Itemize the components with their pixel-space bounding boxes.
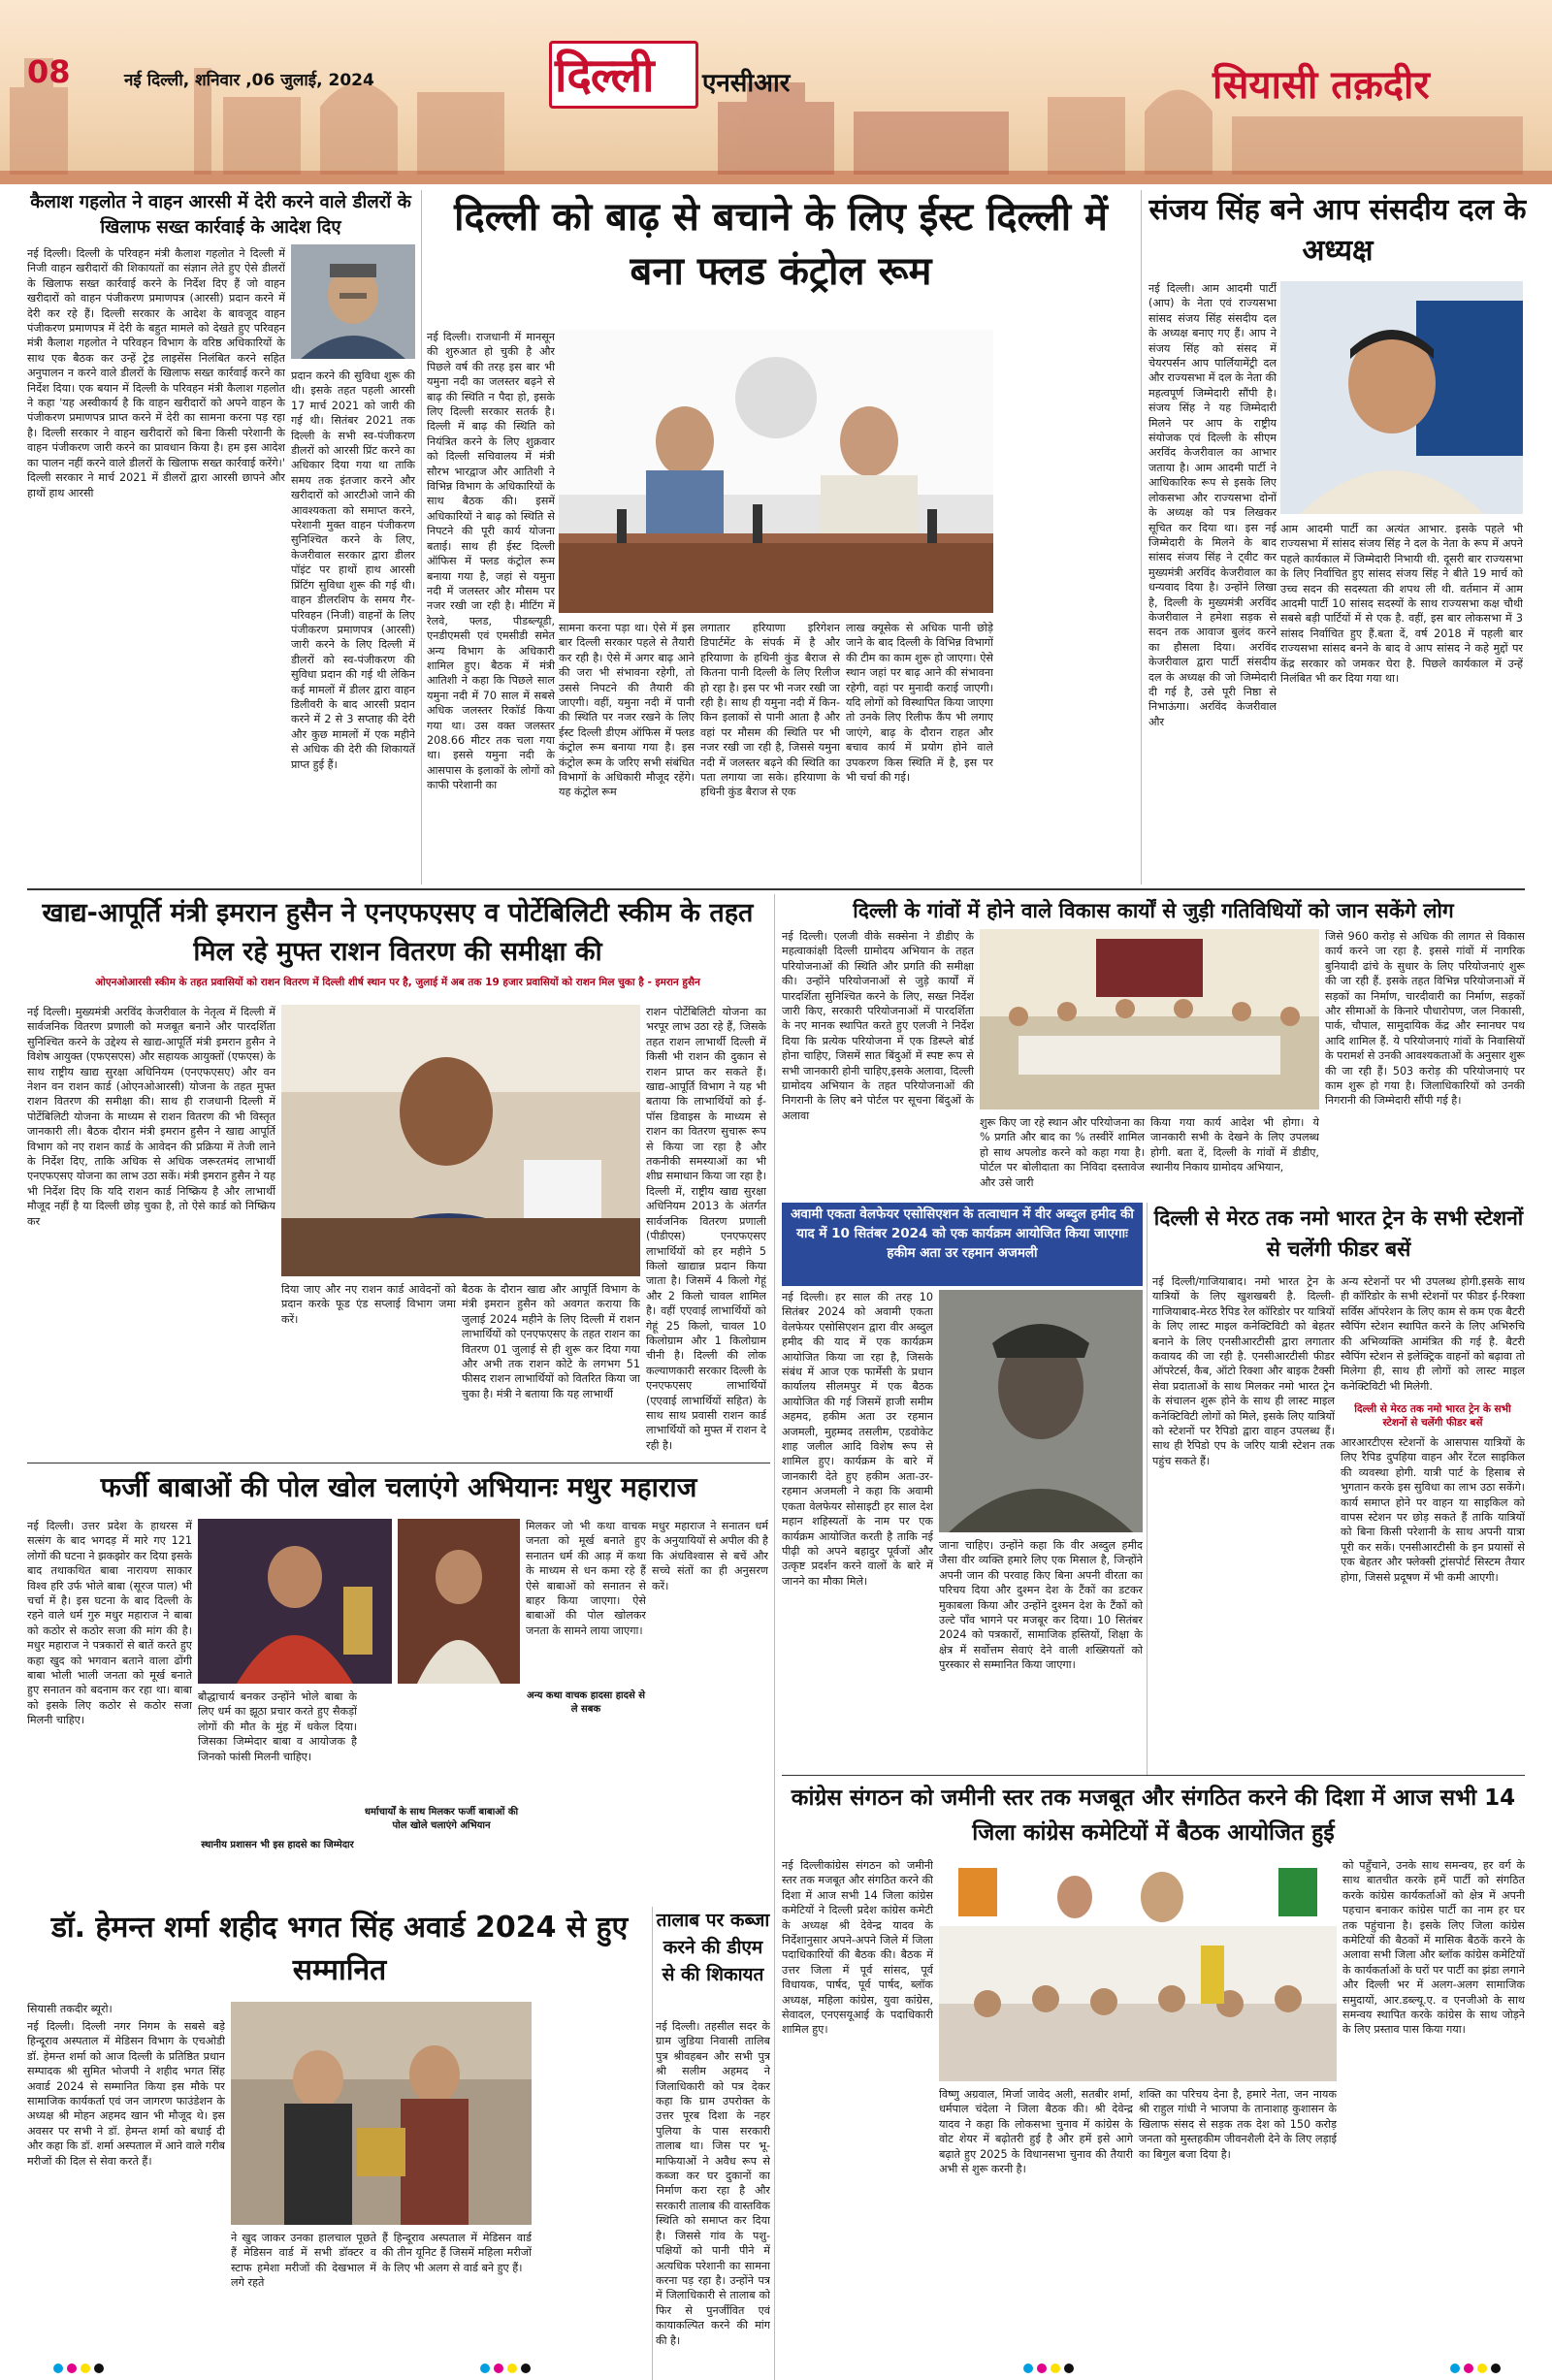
- photo-flood-meeting: [559, 330, 993, 613]
- page-number: 08: [27, 53, 71, 90]
- s5-caption-2: स्थानीय प्रशासन भी इस हादसे का जिम्मेदार: [201, 1840, 354, 1850]
- s10-text-col2b: आरआरटीएस स्टेशनों के आसपास यात्रियों के लिए रैपिड दुपहिया वाहन और रेंटल साइकिल की व्यवस्था होगी. यात्री पार्ट के हिसाब से भुगतान करके इस सुविधा का लाभ उठा सकेंगे। कार्य समाप्त होने पर वाहन या साइकिल को वापस स्टेशन पर छोड़ सकते हैं ताकि यात्रियों को बिना किसी परेशानी के साथ अपनी यात्रा पूरी कर सकें। एनसीआरटीसी के इन प्रयासों से एक बेहतर और फ्लेक्सी ट्रांसपोर्ट सिस्टम तैयार होगा, जिससे प्रदूषण में भी कमी आएगी।: [1341, 1436, 1525, 1584]
- photo-minister: [291, 244, 415, 359]
- s7-text: नई दिल्ली। तहसील सदर के ग्राम जुडिया निवासी तालिब पुत्र श्रीवहबन और सभी पुत्र श्री सलीम अहमद ने जिलाधिकारी को पत्र देकर कहा कि ग्राम उपरोक्त के उत्तर पूरब दिशा के नहर पुलिया के पास सरकारी तालाब था। जिस पर भू-माफियाओं ने अवैध रूप से कब्जा कर घर दुकानों का निर्माण करा रहा है और सरकारी तालाब की वास्तविक स्थिति को समाप्त कर दिया है। जिससे गांव के पशु-पक्षियों को पानी पीने में अत्यधिक परेशानी का सामना करना पड़ रहा है। उन्होंने पत्र में जिलाधिकारी से तालाब को फिर से पुनर्जीवित एवं कायाकल्पित करने की मांग की है।: [656, 2020, 770, 2347]
- headline-s1: कैलाश गहलोत ने वाहन आरसी में देरी करने वाले डीलरों के खिलाफ सख्त कार्रवाई के आदेश दिए: [30, 192, 411, 238]
- s6-text-col1: नई दिल्ली। दिल्ली नगर निगम के सबसे बड़े हिन्दूराव अस्पताल में मेडिसन विभाग के एचओडी डॉ. हेमन्त शर्मा को आज दिल्ली के प्रतिष्ठित प्रधान सम्पादक श्री सुमित भोजपी ने शहीद भगत सिंह अवार्ड 2024 से सम्मानित किया इस मौके पर सामाजिक कार्यकर्ता एवं जन जागरण फाउंडेशन के अध्यक्ष श्री मोहन अहमद खान भी मौजूद थे। इस अवसर पर सभी ने डॉ. हेमन्त शर्मा को बधाई दी और कहा कि डॉ. शर्मा अस्पताल में आने वाले गरीब मरीजों की दिल से सेवा करते हैं।: [27, 2020, 225, 2168]
- headline-s3: संजय सिंह बने आप संसदीय दल के अध्यक्ष: [1148, 193, 1527, 268]
- s11-text-col1: नई दिल्लीकांग्रेस संगठन को जमीनी स्तर तक मजबूत और संगठित करने की दिशा में आज सभी 14 जिला कांग्रेस कमेटियों ने दिल्ली प्रदेश कांग्रेस कमेटी के अध्यक्ष श्री देवेन्द्र यादव के निर्देशानुसार अपने-अपने जिले में जिला पदाधिकारियों की बैठक की। बैठक में उत्तर जिला में पूर्व सांसद, पूर्व विधायक, पार्षद, पूर्व पार्षद, ब्लॉक अध्यक्ष, महिला कांग्रेस, युवा कांग्रेस, सेवादल, एनएसयूआई के पदाधिकारी शामिल हुए।: [782, 1859, 933, 2037]
- s3-text-col2: आम आदमी पार्टी का अत्यंत आभार. इसके पहले भी राज्यसभा में सांसद संजय सिंह ने दल के नेता के रूप में अपने पहले कार्यकाल में जिम्मेदारी निभायी थी. दूसरी बार राज्यसभा के लिए निर्वाचित हुए सांसद संजय सिंह ने बीते 19 मार्च को उच्च सदन की सदस्यता की शपथ ली थी. वर्तमान में आम आदमी पार्टी 10 सांसद सदस्यों के साथ राज्यसभा कक्ष चौथी सबसे बड़ी पार्टियों में से एक है. वहीं, इस बार लोकसभा में 3 सांसद निर्वाचित हुए हैं.बता दें, वर्ष 2018 में पहली बार राज्यसभा सांसद बनने के बाद वे आप सांसद ने कहे मुद्दों पर केंद्र सरकार को जमकर घेरा है. पिछले कार्यकाल में उन्हें निलंबित भी कर दिया गया था।: [1280, 523, 1523, 686]
- s2-text-col2: सामना करना पड़ा था। ऐसे में इस बार दिल्ली सरकार पहले से तैयारी कर रही है। ऐसे में अगर बाढ़ आने की जरा भी संभावना रहेगी, तो उससे निपटने की तैयारी की जाएगी। वहीं, यमुना नदी में पानी की स्थिति पर नजर रखने के लिए ईस्ट दिल्ली डीएम ऑफिस में फ्लड कंट्रोल रूम बनाया गया है। इस कंट्रोल रूम के जरिए सभी संबंधित विभागों के अधिकारी मौजूद रहेंगे। यह कंट्रोल रूम: [559, 622, 695, 799]
- s10-subheading: दिल्ली से मेरठ तक नमो भारत ट्रेन के सभी स्टेशनों से चलेंगी फीडर बसें: [1354, 1403, 1511, 1429]
- s2-text-col3: लगातार हरियाणा इरिगेशन डिपार्टमेंट के संपर्क में है और हरियाणा के हथिनी कुंड बैराज से कितना पानी दिल्ली के लिए रिलीज हो रहा है। इस पर भी नजर रखी जा रही है। साथ ही यमुना नदी में किन-किन इलाकों से पानी आता है और वहां पर मौसम की स्थिति पर भी नजर रखी जा रही है, जिससे यमुना नदी में जलस्तर बढ़ने की स्थिति का पता लगाया जा सके। हरियाणा के हथिनी कुंड बैराज से एक: [700, 622, 840, 799]
- s2-text-col1: नई दिल्ली। राजधानी में मानसून की शुरुआत हो चुकी है और पिछले वर्ष की तरह इस बार भी यमुना नदी का जलस्तर बढ़ने से बाढ़ की स्थिति न पैदा हो, इसके लिए दिल्ली सरकार सतर्क है। दिल्ली में बाढ़ की स्थिति को नियंत्रित करने के लिए शुक्रवार को दिल्ली सचिवालय में मंत्री सौरभ भारद्वाज और आतिशी ने विभिन्न विभाग के अधिकारियों के साथ बैठक की। इसमें अधिकारियों ने बाढ़ को स्थिति से निपटने की पूरी कार्य योजना बताई। साथ ही ईस्ट दिल्ली ऑफिस में फ्लड कंट्रोल रूम बनाया गया है, जहां से यमुना नदी में जलस्तर और मौसम पर नजर रखी जा रही है। मीटिंग में रेलवे, फ्लड, पीडब्ल्यूडी, एनडीएमसी एवं एमसीडी समेत अन्य विभाग के अधिकारी शामिल हुए। बैठक में मंत्री आतिशी ने कहा कि पिछले साल यमुना नदी में 70 साल में सबसे अधिक जलस्तर रिकॉर्ड किया गया था। उस वक्त जलस्तर 208.66 मीटर तक चला गया था। इससे यमुना नदी के आसपास के इलाकों के लोगों को काफी परेशानी का: [427, 331, 555, 792]
- headline-s7: तालाब पर कब्जा करने की डीएम से की शिकायत: [656, 1910, 770, 1985]
- s4-text-col3: बैठक के दौरान खाद्य और आपूर्ति विभाग के मंत्री इमरान हुसैन को अवगत कराया कि जुलाई 2024 महीने के लिए दिल्ली में राशन लाभार्थियों को एनएफएसए के तहत राशन का वितरण 01 जुलाई से ही शुरू कर दिया गया और अभी तक राशन कोटे के लगभग 51 फीसद राशन लाभार्थियों को वितरित किया जा चुका है। मंत्री ने बताया कि यह लाभार्थी: [462, 1283, 640, 1400]
- s11-text-col4: को पहुँचाने, उनके साथ समन्वय, हर वर्ग के साथ बातचीत करके हमें पार्टी को संगठित करके कांग्रेस कार्यकर्ताओं को क्षेत्र में अपनी पहचान बनाकर कांग्रेस पार्टी का नाम हर घर तक पहुंचाना है। इसके लिए जिला कांग्रेस कमेटियों की बैठकों में मासिक बैठकें करने के अलावा सभी जिला और ब्लॉक कांग्रेस कमेटियों के कार्यकर्ताओं के घरों पर पार्टी का झंडा लगाने और दिल्ली भर में अलग-अलग सामाजिक समुदायों, आर.डब्ल्यू.ए. व एनजीओ के साथ समन्वय स्थापित करके कांग्रेस के साथ जोड़ने के लिए प्रस्ताव पास किया गया।: [1342, 1859, 1525, 2037]
- masthead-logo-sub: एनसीआर: [702, 69, 791, 98]
- headline-s8: दिल्ली के गांवों में होने वाले विकास कार्यों से जुड़ी गतिविधियों को जान सकेंगे लोग: [853, 899, 1454, 922]
- section-name: सियासी तक़दीर: [1212, 63, 1430, 108]
- s5-text-col3: मिलकर जो भी कथा वाचक जनता को मूर्ख बनाते हुए सनातन धर्म की आड़ में कथा के माध्यम से धन कमा रहे हैं ऐसे बाबाओं को सनातन से बाहर किया जाएगा। ऐसे बाबाओं की पोल खोलकर जनता के सामने लाया जाएगा।: [526, 1520, 646, 1637]
- headline-s2: दिल्ली को बाढ़ से बचाने के लिए ईस्ट दिल्ली में बना फ्लड कंट्रोल रूम: [454, 195, 1108, 294]
- photo-sanjay-singh: [1280, 281, 1523, 514]
- s11-text-col3: शक्ति का परिचय देना है, हमारे नेता, जन नायक श्री राहुल गांधी ने भाजपा के तानाशाह कुशासन के खिलाफ संसद से सड़क तक देश को 150 करोड़ जनता को मुस्तहकीम जीवनशैली देने के लिए लड़ाई का बिगुल बजा दिया है।: [1139, 2088, 1337, 2161]
- photo-imran-hussain: [281, 1005, 640, 1276]
- s5-text-col2: बौद्धाचार्य बनकर उन्होंने भोले बाबा के लिए धर्म का झूठा प्रचार करते हुए सैकड़ों लोगों की मौत के मुंह में धकेल दिया। जिसका जिम्मेदार बाबा व आयोजक है जिनको फांसी मिलनी चाहिए।: [198, 1690, 357, 1763]
- photo-award-ceremony: [231, 2002, 532, 2225]
- s5-caption-3: अन्य कथा वाचक हादसा हादसे से ले सबक: [527, 1690, 645, 1715]
- photo-madhur-maharaj: [198, 1519, 392, 1684]
- photo-congress-meeting: [939, 1858, 1337, 2081]
- s4-text-col1: नई दिल्ली। मुख्यमंत्री अरविंद केजरीवाल के नेतृत्व में दिल्ली में सार्वजनिक वितरण प्रणाली को मजबूत बनाने और पारदर्शिता सुनिश्चित करने के उद्देश्य से खाद्य-आपूर्ति मंत्री इमरान हुसैन ने विशेष आयुक्त (एफएसएस) और सहायक आयुक्तों (एफएस) के साथ राष्ट्रीय खाद्य सुरक्षा अधिनियम (एनएफएसए) और वन नेशन वन राशन कार्ड (ओएनओआरसी) योजना के तहत मुफ्त राशन वितरण की समीक्षा की। साथ ही राजधानी दिल्ली में पोर्टेबिलिटी योजना के माध्यम से राशन वितरण की भी विस्तृत जानकारी ली। बैठक दौरान मंत्री इमरान हुसैन ने खाद्य आपूर्ति विभाग को नए राशन कार्ड के आवेदन की प्रक्रिया में तेजी लाने के निर्देश दिए, ताकि अधिक से अधिक जरूरतमंद लाभार्थी एनएफएसए योजना का लाभ उठा सकें। मंत्री इमरान हुसैन ने यह भी निर्देश दिए कि यदि राशन कार्ड निष्क्रिय है और लाभार्थी मौजूद नहीं है या दिल्ली छोड़ चुका है, तो ऐसे कार्ड को निष्क्रिय कर: [27, 1006, 275, 1228]
- masthead: [0, 0, 1552, 184]
- s1-text-col1: नई दिल्ली। दिल्ली के परिवहन मंत्री कैलाश गहलोत ने दिल्ली में निजी वाहन खरीदारों की शिकायतों का संज्ञान लेते हुए ऐसे डीलरों के खिलाफ सख्त कार्रवाई करने के निर्देश दिए हैं जो वाहन खरीदारों को वाहन पंजीकरण प्रमाणपत्र (आरसी) प्रदान करने में देरी कर रहे हैं। दिल्ली सरकार के आदेश के बावजूद वाहन पंजीकरण प्रमाणपत्र में देरी के बहुत मामले को देखते हुए परिवहन मंत्री कैलाश गहलोत ने परिवहन विभाग के वरिष्ठ अधिकारियों के साथ एक बैठक कर उन्हें ट्रेड लाइसेंस निलंबित करने सहित अनुपालन न करने वाले डीलरों के खिलाफ सख्त कार्रवाई करने का निर्देश दिया। एक बयान में दिल्ली के परिवहन मंत्री कैलाश गहलोत ने कहा 'यह अस्वीकार्य है कि वाहन खरीदारों को अपने वाहन के पंजीकरण प्रमाणपत्र प्राप्त करने में देरी का सामना करना पड़ रहा है। दिल्ली सरकार ने वाहन खरीदारों को बिना किसी परेशानी के वाहन पंजीकरण जारी करने का प्रावधान किया है। हम इस आदेश का पालन नहीं करने वाले डीलरों के खिलाफ सख्त कार्रवाई करेंगे।' दिल्ली सरकार ने मार्च 2021 में डीलरों द्वारा आरसी छापने और हाथों हाथ आरसी: [27, 247, 285, 499]
- headline-s10: दिल्ली से मेरठ तक नमो भारत ट्रेन के सभी स्टेशनों से चलेंगी फीडर बसें: [1153, 1206, 1524, 1261]
- s5-text-col1: नई दिल्ली। उत्तर प्रदेश के हाथरस में सत्संग के बाद भगदड़ में मारे गए 121 लोगों की घटना ने झकझोर कर दिया इसके बाद तथाकथित बाबा नारायण साकार विश्व हरि उर्फ भोले बाबा (सूरज पाल) भी चर्चा में है। इस घटना के बाद दिल्ली के रहने वाले धर्म गुरु मधुर महाराज ने बाबा को कठोर से कठोर सजा की मांग की है। मधुर महाराज ने पत्रकारों से बातें करते हुए कहा खुद को भगवान बताने वाला ढोंगी बाबा भोली भाली जनता को मूर्ख बनाते हुए सनातन को बदनाम कर रहा था। बाबा को इसके लिए कठोर से कठोर सजा मिलनी चाहिए।: [27, 1520, 192, 1727]
- s2-text-col4: लाख क्यूसेक से अधिक पानी छोड़े जाने के बाद दिल्ली के विभिन्न विभागों की टीम का काम शुरू हो जाएगा। ऐसे स्थान जहां पर बाढ़ आने की संभावना रहेगी, वहां पर मुनादी कराई जाएगी। यदि लोगों को विस्थापित किया जाएगा तो उनके लिए रिलीफ कैंप भी लगाए जाएंगे, बाढ़ के दौरान राहत और बचाव कार्य में प्रयोग होने वाले उपकरण किस स्थिति में है, इस पर भी चर्चा की गई।: [846, 622, 993, 785]
- s4-subheading: ओएनओआरसी स्कीम के तहत प्रवासियों को राशन वितरण में दिल्ली शीर्ष स्थान पर है, जुलाई में अब तक 19 हजार प्रवासियों को राशन मिल चुका है - इमरान हुसैन: [95, 977, 700, 988]
- dateline: नई दिल्ली, शनिवार ,06 जुलाई, 2024: [124, 71, 374, 90]
- horizontal-rule: [782, 1775, 1525, 1776]
- photo-madhur-maharaj-2: [398, 1519, 520, 1684]
- s11-text-col2: विष्णु अग्रवाल, मिर्जा जावेद अली, सतबीर शर्मा, धर्मपाल चंदेला ने जिला बैठक की। श्री देवेन्द्र यादव ने कहा कि लोकसभा चुनाव में कांग्रेस के वोट शेयर में बढ़ोतरी हुई है और हमें इसे आगे बढ़ाते हुए 2025 के विधानसभा चुनाव की तैयारी अभी से शुरू करनी है।: [939, 2088, 1133, 2176]
- headline-s5: फर्जी बाबाओं की पोल खोल चलाएंगे अभियानः मधुर महाराज: [100, 1471, 697, 1503]
- s9-text-col2: जाना चाहिए। उन्होंने कहा कि वीर अब्दुल हमीद जैसा वीर व्यक्ति हमारे लिए एक मिसाल है, जिन्होंने अपनी जान की परवाह किए बिना अपनी वीरता का परिचय दिया और दुश्मन देश के टैंकों का डटकर मुकाबला किया और उन्होंने दुश्मन देश के टैंकों को उल्टे पाँव भागने पर मजबूर कर दिया। 10 सितंबर 2024 को पत्रकारों, सामाजिक हस्तियों, शिक्षा के क्षेत्र में सर्वोत्तम सेवाएं देने वाली शख्सियतों को पुरस्कार से सम्मानित किया जाएगा।: [939, 1539, 1143, 1672]
- photo-veer-abdul-hamid: [939, 1290, 1143, 1532]
- divider: [1141, 190, 1142, 884]
- s6-text-col1a: सियासी तकदीर ब्यूरो।: [27, 2003, 113, 2015]
- footer-bar: [0, 2357, 1552, 2380]
- s8-text-col4: जिसे 960 करोड़ से अधिक की लागत से विकास कार्य करने जा रहा है. इससे गांवों में नागरिक बुनियादी ढांचे के सुधार के लिए परियोजनाएं शुरू की जा रही हैं. इसके तहत विभिन्न परियोजनाओं में सड़कों का निर्माण, चारदीवारी का निर्माण, सड़कों और सीमाओं के किनारे पौधारोपण, जल निकासी, पार्क, चौपाल, सामुदायिक केंद्र और स्नानघर पथ आदि शामिल हैं. ये परियोजनाएं गांवों के निवासियों के परामर्श से उनकी आवश्यकताओं के अनुसार शुरू की जा रही हैं। 503 करोड़ की परियोजनाएं पर काम शुरू हो गया है। जिलाधिकारियों को उनकी निगरानी की जिम्मेदारी सौंपी गई है।: [1325, 930, 1525, 1108]
- masthead-logo: दिल्ली: [555, 48, 654, 103]
- divider: [1147, 1203, 1148, 1775]
- s6-text-col3: हैं हिन्दूराव अस्पताल में मेडिसन वार्ड की तीन यूनिट हैं जिसमें महिला मरीजों के लिए भी अलग से वार्ड बने हुए हैं।: [382, 2232, 532, 2274]
- s4-text-col2: दिया जाए और नए राशन कार्ड आवेदनों को प्रदान करके फूड एंड सप्लाई विभाग जमा करें।: [281, 1283, 456, 1326]
- headline-s6: डॉ. हेमन्त शर्मा शहीद भगत सिंह अवार्ड 2024 से हुए सम्मानित: [50, 1911, 629, 1987]
- divider: [652, 1907, 653, 2380]
- s9-text-col1: नई दिल्ली। हर साल की तरह 10 सितंबर 2024 को अवामी एकता वेलफेयर एसोसिएशन द्वारा वीर अब्दुल हमीद की याद में एक कार्यक्रम आयोजित किया जा रहा है, जिसके संबंध में आज एक फार्मेसी के प्रधान कार्यालय सीलमपुर में एक बैठक आयोजित की गई जिसमें हाजी समीम अहमद, हकीम अता उर रहमान अजमली, मुहम्मद तसलीम, एडवोकेट शाह जलील आदि विशेष रूप से शामिल हुए। कार्यक्रम के बारे में जानकारी देते हुए हकीम अता-उर-रहमान अजमली ने कहा कि अवामी एकता वेलफेयर सोसाइटी हर साल देश महान शहिस्यतों के नाम पर एक कार्यक्रम आयोजित करती है ताकि नई पीढ़ी को अपने बहादुर पूर्वजों और उत्कृष्ट प्रदर्शन करने वालों के बारे में जानने का मौका मिले।: [782, 1291, 933, 1588]
- s1-text-col2: प्रदान करने की सुविधा शुरू की थी। इसके तहत पहली आरसी 17 मार्च 2021 को जारी की गई थी। सितंबर 2021 तक दिल्ली के सभी स्व-पंजीकरण डीलरों को आरसी प्रिंट करने का अधिकार दिया गया था ताकि समय तक इंतजार करने और खरीदारों को आरटीओ जाने की आवश्यकता को समाप्त करने, परेशानी मुक्त वाहन पंजीकरण सुनिश्चित करने के लिए, केजरीवाल सरकार द्वारा डीलर पॉइंट पर हाथों हाथ आरसी प्रिंटिंग सुविधा शुरू की गई थी। वाहन डीलरशिप के समय गैर-परिवहन (निजी) वाहनों के लिए पंजीकरण प्रमाणपत्र (आरसी) जारी करने के लिए दिल्ली में डीलरों को स्व-पंजीकरण की सुविधा प्रदान की गई थी लेकिन कई मामलों में डीलर द्वारा वाहन डिलीवरी के बाद आरसी प्रदान करने में 2 से 3 सप्ताह की देरी और कुछ मामलों में एक महीने से अधिक की देरी की शिकायतें प्राप्त हुई हैं।: [291, 370, 415, 771]
- s5-text-col4: मधुर महाराज ने सनातन धर्म के अनुयायियों से अपील की है कि अंधविश्वास से बचें और सच्चे संतों का ही अनुसरण करें।: [652, 1520, 768, 1592]
- s5-caption-1: धर्माचार्यों के साथ मिलकर फर्जी बाबाओं की पोल खोले चलाएंगे अभियान: [364, 1807, 519, 1831]
- s6-text-col2: ने खुद जाकर उनका हालचाल पूछते हैं मेडिसन वार्ड में सभी डॉक्टर व स्टाफ हमेशा मरीजों की देखभाल में लगे रहते: [231, 2232, 376, 2290]
- s3-text-col1: नई दिल्ली। आम आदमी पार्टी (आप) के नेता एवं राज्यसभा सांसद संजय सिंह संसदीय दल के अध्यक्ष बनाए गए हैं। आप ने संजय सिंह को संसद में चेयरपर्सन आप पार्लियामेंट्री दल और राज्यसभा में दल के नेता की महत्वपूर्ण जिम्मेदारी सौंपी है। संजय सिंह ने यह जिम्मेदारी मिलने पर आप के राष्ट्रीय संयोजक एवं दिल्ली के सीएम अरविंद केजरीवाल का आभार जताया है। आम आदमी पार्टी ने आधिकारिक रूप से इसके लिए लोकसभा और राज्यसभा दोनों के अध्यक्ष को पत्र लिखकर सूचित कर दिया था। इस नई जिम्मेदारी के मिलने के बाद सांसद संजय सिंह ने ट्वीट कर मुख्यमंत्री अरविंद केजरीवाल का धन्यवाद दिया है। उन्होंने लिखा है, दिल्ली के मुख्यमंत्री अरविंद केजरीवाल ने हमेशा सड़क से सदन तक आवाज बुलंद करने का हौसला दिया। अरविंद केजरीवाल द्वारा पार्टी संसदीय दल के अध्यक्ष की जो जिम्मेदारी दी गई है, उसे पूरी निष्ठा से निभाऊंगा। अरविंद केजरीवाल और: [1148, 282, 1277, 728]
- registration-marks: [0, 2357, 1552, 2380]
- s8-text-col2: शुरू किए जा रहे स्थान और परियोजना का % प्रगति और बाद का % तस्वीरें शामिल हो साथ अपलोड करने को कहा गया है। पोर्टल पर बोलीदाता का निविदा दस्तावेज और उसे जारी: [980, 1116, 1145, 1189]
- photo-lg-review-meeting: [980, 929, 1319, 1110]
- s10-text-col1: नई दिल्ली/गाजियाबाद। नमो भारत ट्रेन के यात्रियों के लिए खुशखबरी है. दिल्ली-गाजियाबाद-मेरठ रैपिड रेल कॉरिडोर पर यात्रियों के लिए लास्ट माइल कनेक्टिविटी को बेहतर बनाने के लिए एनसीआरटीसी द्वारा लगातार कवायद की जा रही है. एनसीआरटीसी फीडर ऑपरेटर्स, कैब, ऑटो रिक्शा और बाइक टैक्सी सेवा प्रदाताओं के साथ मिलकर नमो भारत ट्रेन के संचालन शुरू होने के साथ ही लास्ट माइल कनेक्टिविटी लोगों को मिले, इसके लिए यात्रियों को स्टेशनों पर रैपिडो द्वारा वाहन उपलब्ध हैं। साथ ही रैपिडो एप के जरिए यात्री स्टेशन तक पहुंच सकते हैं।: [1152, 1275, 1335, 1467]
- s8-text-col1: नई दिल्ली। एलजी वीके सक्सेना ने डीडीए के महत्वाकांक्षी दिल्ली ग्रामोदय अभियान के तहत परियोजनाओं की स्थिति और प्रगति की समीक्षा की। उन्होंने परियोजनाओं से जुड़े कार्यों में पारदर्शिता सुनिश्चित करने के लिए, सख्त निर्देश जारी किए, सरकारी परियोजनाओं में पारदर्शिता के नए मानक स्थापित करते हुए एलजी ने निर्देश दिया कि प्रत्येक परियोजना में एक डिस्प्ले बोर्ड होना चाहिए, जिसमें सात बिंदुओं में स्पष्ट रूप से सभी जानकारी होनी चाहिए,इसके अलावा, दिल्ली ग्रामोदय अभियान के तहत परियोजनाओं की निगरानी के लिए बने पोर्टल पर सूचना बिंदुओं के अलावा: [782, 930, 974, 1122]
- s4-text-col4: राशन पोर्टेबिलिटी योजना का भरपूर लाभ उठा रहे हैं, जिसके तहत राशन लाभार्थी दिल्ली में किसी भी राशन की दुकान से राशन प्राप्त कर सकते हैं। खाद्य-आपूर्ति विभाग ने यह भी बताया कि लाभार्थियों को ई-पॉस डिवाइस के माध्यम से राशन का वितरण सुचारू रूप से किया जा रहा है और तकनीकी समस्याओं का भी शीघ्र समाधान किया जा रहा है। दिल्ली में, राष्ट्रीय खाद्य सुरक्षा अधिनियम 2013 के अंतर्गत सार्वजनिक वितरण प्रणाली (पीडीएस) एनएफएसए लाभार्थियों को हर महीने 5 किलो खाद्यान्न प्रदान किया जाता है। जिसमें 4 किलो गेहूं और 2 किलो चावल शामिल है। वहीं एएवाई लाभार्थियों को गेहूं 25 किलो, चावल 10 किलोग्राम और 1 किलोग्राम चीनी है। दिल्ली की लोक कल्याणकारी सरकार दिल्ली के एनएफएसए लाभार्थियों (एएवाई लाभार्थियों सहित) के साथ साथ प्रवासी राशन कार्ड लाभार्थियों को मुफ्त में राशन दे रही है।: [646, 1006, 766, 1452]
- divider: [421, 190, 422, 884]
- headline-s4: खाद्य-आपूर्ति मंत्री इमरान हुसैन ने एनएफएसए व पोर्टेबिलिटी स्कीम के तहत मिल रहे मुफ्त राशन वितरण की समीक्षा की: [42, 898, 754, 967]
- s10-text-col2a: अन्य स्टेशनों पर भी उपलब्ध होगी.इसके साथ ही कॉरिडोर के सभी स्टेशनों पर फीडर ई-रिक्शा सर्विस ऑपरेशन के लिए काम से कम एक बैटरी स्वैपिंग स्टेशन स्थापित करने के लिए अभिरुचि की अभिव्यक्ति आमंत्रित की गई है. बैटरी स्वैपिंग स्टेशन से इलेक्ट्रिक वाहनों को बढ़ावा तो मिलेगा ही, साथ ही लोगों को लास्ट माइल कनेक्टिविटी भी मिलेगी.: [1341, 1275, 1525, 1393]
- headline-s9: अवामी एकता वेलफेयर एसोसिएशन के तत्वाधान में वीर अब्दुल हमीद की याद में 10 सितंबर 2024 को एक कार्यक्रम आयोजित किया जाएगाः हकीम अता उर रहमान अजमली: [791, 1206, 1134, 1261]
- headline-s11: कांग्रेस संगठन को जमीनी स्तर तक मजबूत और संगठित करने की दिशा में आज सभी 14 जिला कांग्रेस कमेटियों में बैठक आयोजित हुई: [791, 1785, 1516, 1846]
- divider: [774, 894, 775, 2380]
- s8-text-col3: किया गया कार्य आदेश भी होगा। ये जानकारी सभी के देखने के लिए उपलब्ध होगी. बता दें, दिल्ली के गांवों में डीडीए, स्थानीय निकाय ग्रामोदय अभियान,: [1150, 1116, 1319, 1174]
- horizontal-rule: [27, 888, 1525, 890]
